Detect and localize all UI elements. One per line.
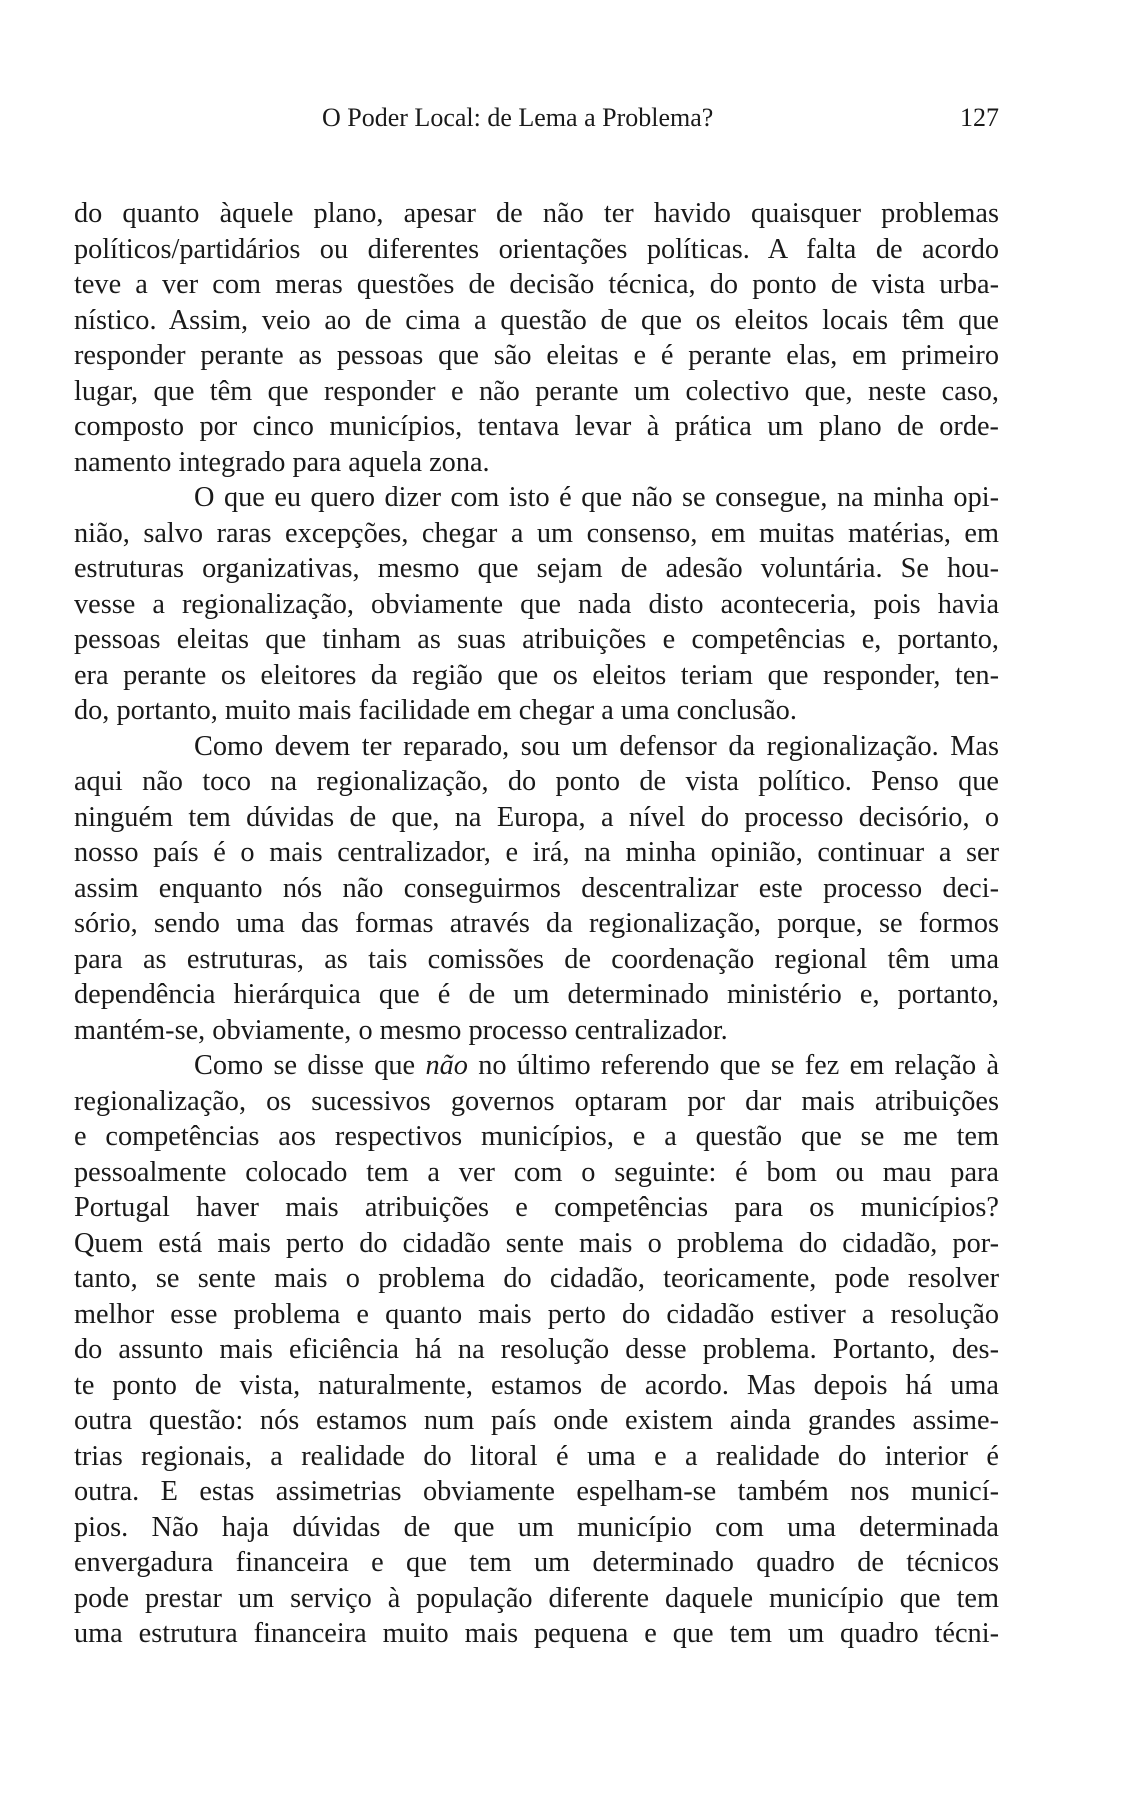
text-line: nístico. Assim, veio ao de cima a questão de que os eleitos locais têm que xyxy=(74,304,999,336)
text-line: melhor esse problema e quanto mais perto do cidadão estiver a resolução xyxy=(74,1298,999,1330)
text-line: do quanto àquele plano, apesar de não ter havido quaisquer problemas xyxy=(74,198,999,229)
paragraph-4 xyxy=(74,1048,999,1652)
text-line: regionalização, os sucessivos governos optaram por dar mais atribuições xyxy=(74,1085,999,1117)
text-line: nião, salvo raras excepções, chegar a um consenso, em muitas matérias, em xyxy=(74,517,999,549)
text-line: Quem está mais perto do cidadão sente mais o problema do cidadão, por- xyxy=(74,1227,999,1259)
text-line: uma estrutura financeira muito mais pequena e que tem um quadro técni- xyxy=(74,1618,999,1649)
text-segment: no último referendo que se fez em relação à xyxy=(467,1050,999,1081)
text-line: responder perante as pessoas que são eleitas e é perante elas, em primeiro xyxy=(74,340,999,371)
text-line: nosso país é o mais centralizador, e irá, na minha opinião, continuar a ser xyxy=(74,837,999,868)
text-line: era perante os eleitores da região que os eleitos teriam que responder, ten- xyxy=(74,659,999,691)
paragraph-3 xyxy=(74,729,999,1049)
text-line: teve a ver com meras questões de decisão técnica, do ponto de vista urba- xyxy=(74,269,999,300)
paragraph-2 xyxy=(74,480,999,729)
text-line: sório, sendo uma das formas através da regionalização, porque, se formos xyxy=(74,908,999,939)
text-line: trias regionais, a realidade do litoral é uma e a realidade do interior é xyxy=(74,1440,999,1472)
text-line: composto por cinco municípios, tentava levar à prática um plano de orde- xyxy=(74,411,999,442)
text-line: assim enquanto nós não conseguirmos descentralizar este processo deci- xyxy=(74,872,999,904)
text-line: ninguém tem dúvidas de que, na Europa, a nível do processo decisório, o xyxy=(74,801,999,833)
text-line: lugar, que têm que responder e não perante um colectivo que, neste caso, xyxy=(74,375,999,407)
text-line: pessoas eleitas que tinham as suas atribuições e competências e, portanto, xyxy=(74,624,999,655)
text-line: estruturas organizativas, mesmo que sejam de adesão voluntária. Se hou- xyxy=(74,553,999,584)
body-text xyxy=(74,196,999,1652)
running-header-title: O Poder Local: de Lema a Problema? xyxy=(322,103,714,132)
running-header xyxy=(74,100,999,136)
text-line xyxy=(74,1048,999,1084)
text-line: outra. E estas assimetrias obviamente espelham-se também nos municí- xyxy=(74,1476,999,1507)
text-line: do, portanto, muito mais facilidade em chegar a uma conclusão. xyxy=(74,695,797,726)
text-line: te ponto de vista, naturalmente, estamos de acordo. Mas depois há uma xyxy=(74,1369,999,1401)
text-line: Portugal haver mais atribuições e competências para os municípios? xyxy=(74,1192,999,1223)
text-line: O que eu quero dizer com isto é que não se consegue, na minha opi- xyxy=(194,482,999,513)
text-line: aqui não toco na regionalização, do ponto de vista político. Penso que xyxy=(74,766,999,797)
text-line: e competências aos respectivos municípios, e a questão que se me tem xyxy=(74,1121,999,1152)
text-line: tanto, se sente mais o problema do cidadão, teoricamente, pode resolver xyxy=(74,1263,999,1294)
text-line: dependência hierárquica que é de um determinado ministério e, portanto, xyxy=(74,979,999,1010)
text-line: do assunto mais eficiência há na resolução desse problema. Portanto, des- xyxy=(74,1334,999,1365)
page-number: 127 xyxy=(960,103,999,132)
text-line: pessoalmente colocado tem a ver com o seguinte: é bom ou mau para xyxy=(74,1156,999,1188)
text-line: para as estruturas, as tais comissões de coordenação regional têm uma xyxy=(74,943,999,975)
emphasis-text: não xyxy=(425,1050,468,1081)
text-line: pios. Não haja dúvidas de que um município com uma determinada xyxy=(74,1511,999,1543)
text-segment: Como se disse que xyxy=(194,1050,426,1081)
text-line: vesse a regionalização, obviamente que nada disto aconteceria, pois havia xyxy=(74,588,999,620)
text-line: Como devem ter reparado, sou um defensor da regionalização. Mas xyxy=(194,730,999,762)
text-line: outra questão: nós estamos num país onde existem ainda grandes assime- xyxy=(74,1405,999,1436)
text-line: pode prestar um serviço à população diferente daquele município que tem xyxy=(74,1582,999,1614)
text-line: políticos/partidários ou diferentes orientações políticas. A falta de acordo xyxy=(74,233,999,265)
text-line: mantém-se, obviamente, o mesmo processo centralizador. xyxy=(74,1014,728,1046)
text-line: envergadura financeira e que tem um determinado quadro de técnicos xyxy=(74,1547,999,1578)
paragraph-1 xyxy=(74,196,999,480)
text-line: namento integrado para aquela zona. xyxy=(74,446,490,478)
